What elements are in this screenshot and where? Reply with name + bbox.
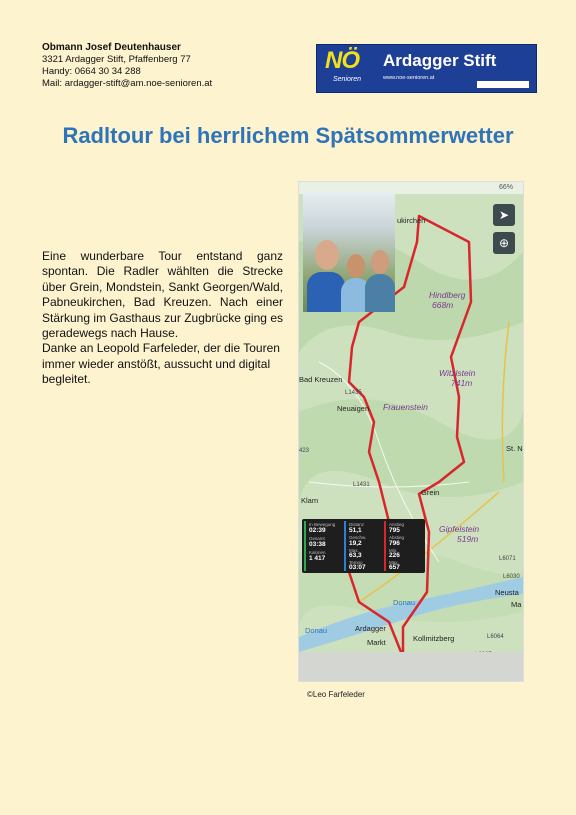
map-label-neuaigen: Neuaigen [337, 404, 370, 413]
organization-logo [316, 44, 537, 93]
stats-column-elevation: Anstieg 795 Abstieg 796 Min. 226 Max. 657 [384, 521, 422, 571]
page-title: Radltour bei herrlichem Spätsommerwetter [62, 123, 514, 148]
road-label: L6064 [487, 634, 504, 640]
contact-name: Obmann Josef Deutenhauser [42, 42, 181, 53]
map-label-witzlstein: Witzlstein [439, 368, 476, 378]
logo-badge: NÖ [325, 47, 359, 74]
map-label-klam: Klam [301, 496, 319, 505]
header-contact [42, 42, 212, 90]
stats-column-time: In Bewegung 02:39 Gesamt 03:38 Kalorien 1 417 [304, 521, 342, 571]
map-label-gipfelstein: Gipfelstein [439, 524, 480, 534]
contact-phone: Handy: 0664 30 34 288 [42, 66, 141, 77]
map-label-ma: Ma [511, 600, 522, 609]
logo-title: Ardagger Stift [383, 51, 497, 70]
map-label-donau-2: Donau [393, 598, 416, 607]
road-label: L6030 [503, 574, 520, 580]
photo-credit: ©Leo Farfeleder [307, 690, 365, 699]
map-bottom-bar [299, 652, 523, 681]
contact-mail: Mail: ardagger-stift@am.noe-senioren.at [42, 78, 213, 89]
road-label: L6071 [499, 556, 516, 562]
road-label: L1431 [353, 482, 370, 488]
article-paragraph-2: Danke an Leopold Farfeleder, der die Touren immer wieder anstößt, aussucht und digital begleitet. [42, 341, 280, 387]
map-label-hindiberg-alt: 668m [432, 300, 454, 310]
road-label: 423 [299, 448, 310, 454]
map-label-donau-1: Donau [305, 626, 328, 635]
article-paragraph-1: Eine wunderbare Tour entstand ganz spontan. Die Radler wählten die Strecke über Grein, Mondstein, Sankt Georgen/Wald, Pabneukirchen, Bad Kreuzen. Nach einer Stärkung im Gasthaus zur Zugbrücke ging es geradewegs nach Hause. [42, 249, 283, 341]
article-body [42, 249, 283, 388]
map-label-ardagger: Ardagger [355, 624, 386, 633]
map-label-kollmitzberg: Kollmitzberg [413, 634, 455, 643]
logo-stripe [477, 81, 529, 88]
map-label-grein: Grein [421, 488, 440, 497]
map-label-st-n: St. N [506, 444, 523, 453]
map-label-bad-kreuzen: Bad Kreuzen [299, 375, 343, 384]
stats-column-distance: Distanz 51,1 Geschw. 19,2 Max. 63,3 Tempo 03:07 [344, 521, 382, 571]
tour-stats-panel [302, 519, 425, 573]
layers-icon[interactable]: ⊕ [493, 232, 515, 254]
map-label-gipfelstein-alt: 519m [457, 534, 479, 544]
logo-subtitle: Senioren [333, 76, 362, 83]
group-photo [303, 192, 395, 312]
road-label: L1435 [345, 390, 362, 396]
map-label-hindiberg: Hindlberg [429, 290, 466, 300]
map-label-markt: Markt [367, 638, 386, 647]
route-map-screenshot [298, 181, 524, 682]
map-label-frauenstein: Frauenstein [383, 402, 428, 412]
map-label-neustadt: Neusta [495, 588, 519, 597]
map-label-witzlstein-alt: 741m [451, 378, 473, 388]
contact-address: 3321 Ardagger Stift, Pfaffenberg 77 [42, 54, 191, 65]
logo-url: www.noe-senioren.at [383, 75, 435, 81]
locate-icon[interactable]: ➤ [493, 204, 515, 226]
battery-indicator: 66% [498, 184, 513, 191]
map-label-pabneukirchen: ukirchen [397, 216, 426, 225]
